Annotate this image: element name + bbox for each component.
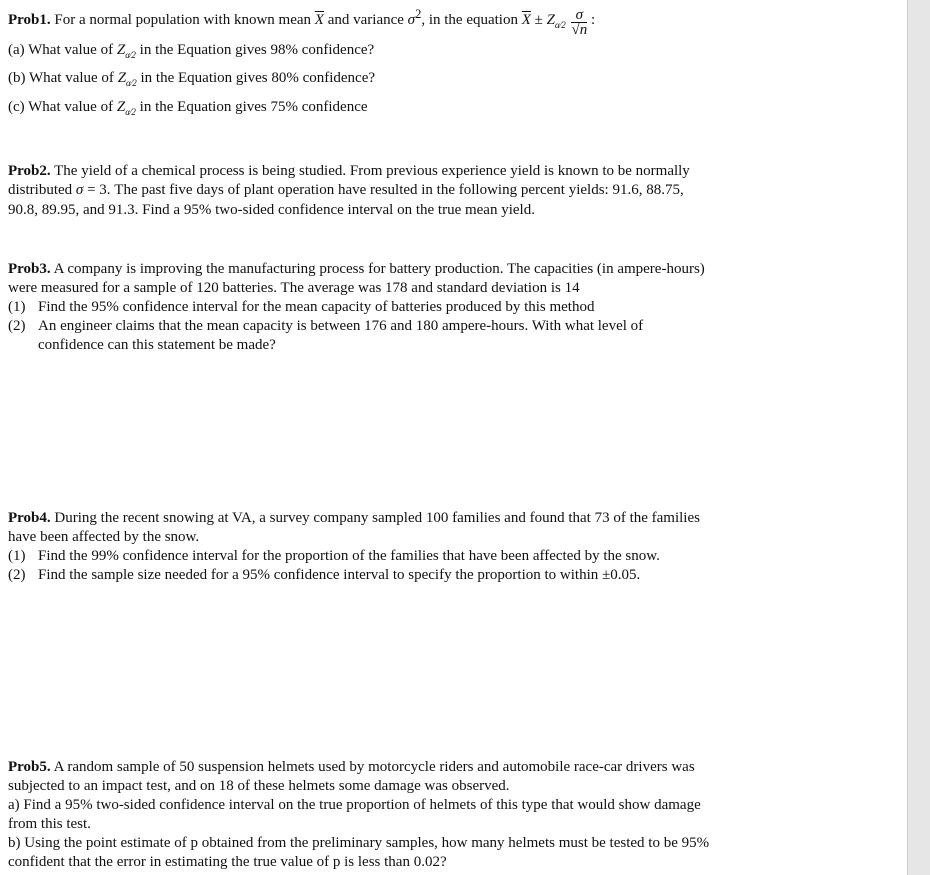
prob5-line-3: a) Find a 95% two-sided confidence interval on the true proportion of helmets of this type that would show damage [8,797,701,813]
prob2-line-3: 90.8, 89.95, and 91.3. Find a 95% two-sided confidence interval on the true mean yield. [8,202,535,218]
prob3-item-1-num: (1) [8,299,26,315]
prob4-item-1-text: Find the 99% confidence interval for the proportion of the families that have been affected by the snow. [38,548,660,564]
prob4-item-2-text: Find the sample size needed for a 95% confidence interval to specify the proportion to within ±0.05. [38,567,641,583]
prob3-item-1-text: Find the 95% confidence interval for the mean capacity of batteries produced by this method [38,299,595,315]
equation-end: : [590,12,596,28]
part-c-post: in the Equation gives 75% confidence [139,99,368,115]
prob1-intro-a: For a normal population with known mean [54,12,312,28]
prob2-text-2b: = 3. The past five days of plant operation have resulted in the following percent yields: 91.6, 88.75, [87,182,684,198]
part-b-sub: α⁄2 [126,78,137,88]
prob4-label: Prob4. [8,510,51,526]
variance-symbol: σ [407,12,416,28]
prob3-item-2-text: An engineer claims that the mean capacity is between 176 and 180 ampere-hours. With what level of [38,318,644,334]
prob2-line-2 [8,181,684,200]
prob1-intro-c: , in the equation [421,12,518,28]
prob1-part-b [8,69,375,89]
prob5-line-1 [8,758,695,777]
part-b-pre: (b) What value of [8,70,114,86]
prob1-label: Prob1. [8,12,51,28]
prob5-text-1: A random sample of 50 suspension helmets used by motorcycle riders and automobile race-car drivers was [53,759,695,775]
prob3-text-1: A company is improving the manufacturing process for battery production. The capacities (in ampere-hours) [53,261,705,277]
prob1-intro-b: and variance [327,12,404,28]
equation-denominator: √n [571,22,588,39]
prob2-text-2a: distributed [8,182,73,198]
equation-pm: ± [534,12,543,28]
prob4-line-2: have been affected by the snow. [8,529,200,545]
prob3-line-2: were measured for a sample of 120 batteries. The average was 178 and standard deviation is 14 [8,280,580,296]
part-a-pre: (a) What value of [8,42,114,58]
variance-exponent: 2 [415,7,422,21]
prob3-label: Prob3. [8,261,51,277]
prob1-part-a [8,41,374,61]
part-b-post: in the Equation gives 80% confidence? [140,70,376,86]
part-c-pre: (c) What value of [8,99,114,115]
part-a-sub: α⁄2 [125,50,136,60]
prob3-line-1 [8,260,705,279]
prob3-item-2-num: (2) [8,318,26,334]
prob1-part-c [8,98,368,118]
prob4-text-1: During the recent snowing at VA, a survey company sampled 100 families and found that 73 of the families [54,510,700,526]
part-b-z: Z [117,70,127,86]
prob2-label: Prob2. [8,163,51,179]
prob2-line-1 [8,162,690,181]
prob5-line-6: confident that the error in estimating the true value of p is less than 0.02? [8,854,447,870]
part-a-post: in the Equation gives 98% confidence? [139,42,375,58]
prob3-item-2-cont: confidence can this statement be made? [38,337,276,353]
mean-symbol: $\overline{X}$ [314,12,324,28]
prob5-line-4: from this test. [8,816,91,832]
part-a-z: Z [116,42,126,58]
equation-z: Z [546,12,555,28]
sigma-over-root-n [571,8,587,37]
prob1-heading-line [8,5,596,39]
prob4-item-1-num: (1) [8,548,26,564]
prob2-sigma: σ [75,182,84,198]
prob5-line-2: subjected to an impact test, and on 18 of these helmets some damage was observed. [8,778,510,794]
prob4-item-2-num: (2) [8,567,26,583]
part-c-z: Z [116,99,126,115]
part-c-sub: α⁄2 [125,107,136,117]
equation-x: $\overline{X}$ [521,12,531,28]
right-scroll-gutter[interactable] [907,0,930,875]
prob5-label: Prob5. [8,759,51,775]
equation-z-sub: α⁄2 [554,20,566,30]
equation-numerator: σ [571,8,587,23]
prob2-text-1: The yield of a chemical process is being studied. From previous experience yield is known to be normally [54,163,690,179]
prob5-line-5: b) Using the point estimate of p obtained from the preliminary samples, how many helmets must be tested to be 95% [8,835,710,851]
prob4-line-1 [8,509,700,528]
